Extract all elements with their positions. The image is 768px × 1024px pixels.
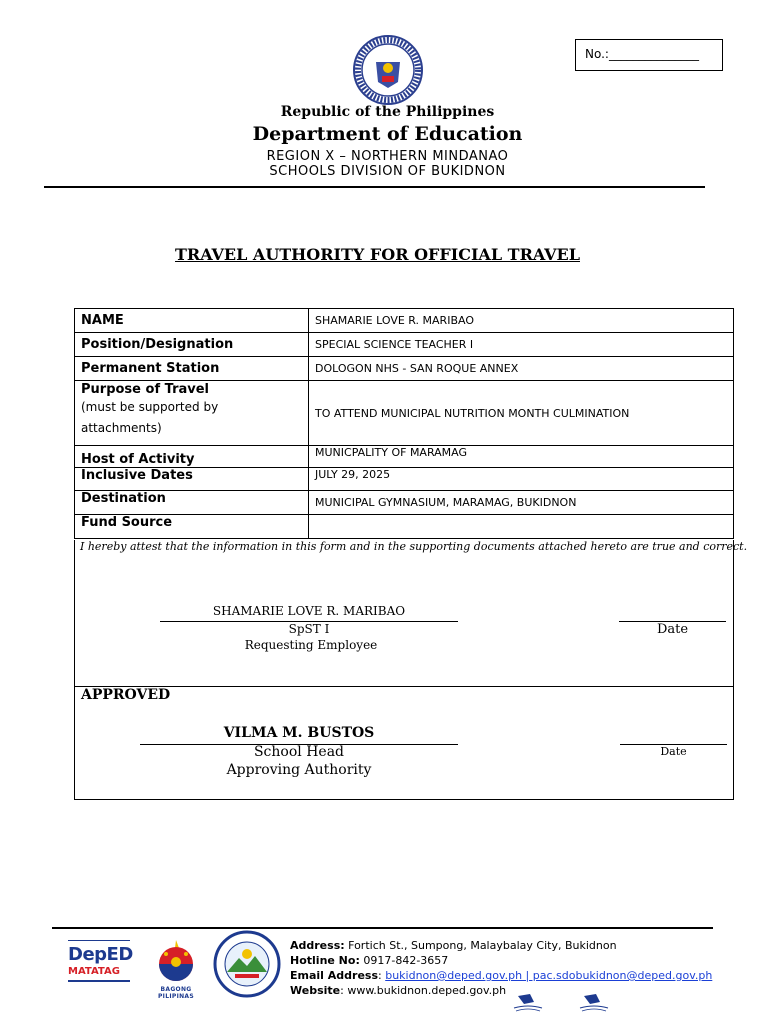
- footer-address-line: [290, 938, 712, 953]
- deped-wordmark: DepED: [68, 944, 133, 965]
- website-label: Website: [290, 984, 341, 997]
- employee-name: SHAMARIE LOVE R. MARIBAO: [212, 604, 406, 618]
- department-heading: Department of Education: [252, 123, 523, 145]
- division-seal-logo: [213, 930, 281, 998]
- purpose-cell: [75, 381, 309, 446]
- table-row: [75, 491, 734, 515]
- table-row: [75, 333, 734, 357]
- email-link[interactable]: bukidnon@deped.gov.ph | pac.sdobukidnon@deped.gov.ph: [385, 969, 713, 982]
- footer-website-line: Website: www.bukidnon.deped.gov.ph: [290, 984, 507, 997]
- document-number-field[interactable]: [575, 39, 723, 71]
- approval-box: [74, 686, 734, 800]
- attestation-statement: I hereby attest that the information in this form and in the supporting documents attached hereto are true and correct.: [80, 540, 748, 553]
- address-value: Fortich St., Sumpong, Malaybalay City, Bukidnon: [348, 939, 617, 952]
- small-emblem-icon: [510, 992, 546, 1014]
- approver-position: School Head: [253, 744, 345, 760]
- deped-seal-logo: [352, 34, 424, 106]
- hotline-value: 0917-842-3657: [363, 954, 449, 967]
- host-value: MUNICPALITY OF MARAMAG: [309, 446, 734, 468]
- station-label: Permanent Station: [75, 357, 309, 381]
- region-heading: REGION X – NORTHERN MINDANAO: [266, 149, 509, 164]
- station-value: DOLOGON NHS - SAN ROQUE ANNEX: [309, 357, 734, 381]
- republic-heading: Republic of the Philippines: [280, 104, 495, 120]
- approver-date-label: Date: [660, 745, 687, 758]
- footer-email-line: Email Address: bukidnon@deped.gov.ph | pac.sdobukidnon@deped.gov.ph: [290, 969, 713, 982]
- purpose-label: Purpose of Travel: [81, 382, 209, 397]
- travel-info-table: [74, 308, 734, 539]
- fund-value: [309, 515, 734, 539]
- footer-contact: [290, 938, 712, 998]
- footer-hotline-line: [290, 953, 712, 968]
- table-row: [75, 515, 734, 539]
- form-title: TRAVEL AUTHORITY FOR OFFICIAL TRAVEL: [175, 245, 580, 264]
- name-value: SHAMARIE LOVE R. MARIBAO: [309, 309, 734, 333]
- employee-date-label: Date: [656, 622, 689, 637]
- position-label: Position/Designation: [75, 333, 309, 357]
- email-label: Email Address: [290, 969, 379, 982]
- purpose-note-line-1: (must be supported by: [81, 400, 219, 414]
- employee-role: Requesting Employee: [244, 638, 378, 652]
- matatag-wordmark: MATATAG: [68, 966, 120, 977]
- document-number-label: No.:_______________: [585, 47, 699, 61]
- bagong-pilipinas-logo: [142, 938, 210, 1000]
- name-label: NAME: [75, 309, 309, 333]
- hotline-label: Hotline No:: [290, 954, 360, 967]
- table-row: [75, 381, 734, 446]
- approver-name: VILMA M. BUSTOS: [223, 725, 375, 741]
- host-label: Host of Activity: [75, 446, 309, 468]
- address-label: Address:: [290, 939, 345, 952]
- deped-matatag-logo: [68, 940, 132, 992]
- dates-value: JULY 29, 2025: [309, 468, 734, 491]
- table-row: [75, 446, 734, 468]
- logo-rule: [68, 980, 130, 982]
- header-divider: [44, 186, 705, 188]
- bagong-pilipinas-text: BAGONG PILIPINAS: [157, 986, 194, 1000]
- purpose-value: TO ATTEND MUNICIPAL NUTRITION MONTH CULMINATION: [309, 381, 734, 446]
- table-row: [75, 468, 734, 491]
- employee-position: SpST I: [288, 622, 330, 636]
- position-value: SPECIAL SCIENCE TEACHER I: [309, 333, 734, 357]
- approver-role: Approving Authority: [226, 762, 372, 778]
- table-row: [75, 357, 734, 381]
- purpose-note-line-2: attachments): [81, 421, 162, 435]
- destination-label: Destination: [75, 491, 309, 515]
- footer-divider: [52, 927, 713, 929]
- destination-value: MUNICIPAL GYMNASIUM, MARAMAG, BUKIDNON: [309, 491, 734, 515]
- website-value[interactable]: www.bukidnon.deped.gov.ph: [347, 984, 507, 997]
- fund-label: Fund Source: [75, 515, 309, 539]
- small-emblem-icon: [576, 992, 612, 1014]
- dates-label: Inclusive Dates: [75, 468, 309, 491]
- division-heading: SCHOOLS DIVISION OF BUKIDNON: [269, 164, 506, 179]
- table-row: [75, 309, 734, 333]
- logo-rule: [68, 940, 130, 941]
- approved-heading: APPROVED: [81, 687, 171, 703]
